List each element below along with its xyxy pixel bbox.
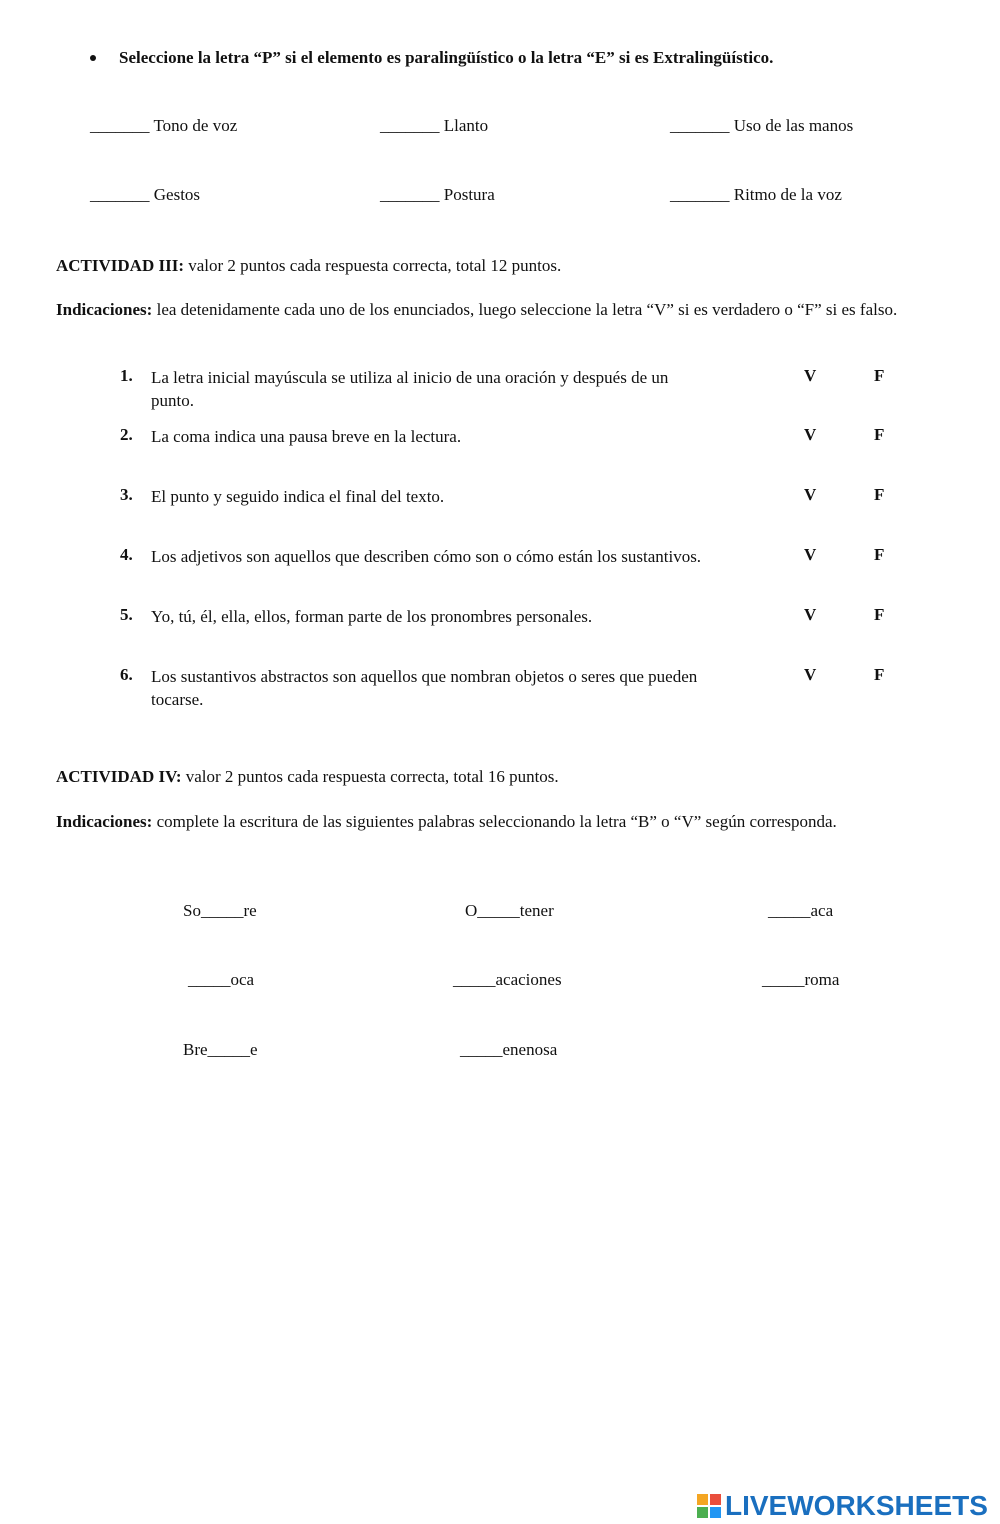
answer-blank[interactable]: _______ [380,116,440,135]
false-option[interactable]: F [874,366,885,385]
question-text: La letra inicial mayúscula se utiliza al inicio de una oración y después de un punto. [151,368,669,410]
word-fill[interactable]: So_____re [183,901,257,920]
false-option[interactable]: F [874,425,885,444]
instructions-label: Indicaciones: [56,812,153,831]
true-option[interactable]: V [804,366,817,385]
word-fill[interactable]: _____roma [762,970,840,989]
item-ritmo-de-la-voz [670,185,842,205]
logo-text: LIVEWORKSHEETS [725,1490,988,1521]
logo-mark-icon [697,1494,721,1518]
instructions-label: Indicaciones: [56,300,153,319]
answer-blank[interactable]: _______ [90,185,150,204]
item-label: Llanto [443,116,489,135]
answer-blank[interactable]: _______ [380,185,440,204]
activity-iv-title: ACTIVIDAD IV: [56,767,182,786]
instructions-text: lea detenidamente cada uno de los enunciados, luego seleccione la letra “V” si es verdadero o “F” si es falso. [152,300,898,319]
word-fill[interactable]: O_____tener [465,901,554,920]
activity-iii-heading [56,256,561,276]
item-llanto [380,116,488,136]
question-number: 6. [120,665,133,684]
answer-blank[interactable]: _______ [670,185,730,204]
word-fill[interactable]: _____acaciones [453,970,562,989]
false-option[interactable]: F [874,605,885,624]
question-text: La coma indica una pausa breve en la lectura. [151,427,462,446]
true-option[interactable]: V [804,545,817,564]
section-instruction: Seleccione la letra “P” si el elemento es paralingüístico o la letra “E” si es Extralingüístico. [119,48,774,67]
question-text: Los sustantivos abstractos son aquellos que nombran objetos o seres que pueden tocarse. [151,667,698,709]
false-option[interactable]: F [874,485,885,504]
activity-iv-instructions [56,809,942,834]
word-fill[interactable]: _____oca [188,970,255,989]
false-option[interactable]: F [874,545,885,564]
word-fill[interactable]: _____aca [768,901,834,920]
item-tono-de-voz [90,116,237,136]
answer-blank[interactable]: _______ [670,116,730,135]
bullet-icon [90,55,96,61]
answer-blank[interactable]: _______ [90,116,150,135]
item-label: Postura [443,185,495,204]
true-option[interactable]: V [804,605,817,624]
question-number: 1. [120,366,133,385]
activity-iii-title: ACTIVIDAD III: [56,256,184,275]
true-option[interactable]: V [804,425,817,444]
question-number: 2. [120,425,133,444]
logo-square-4 [710,1507,721,1518]
question-number: 5. [120,605,133,624]
item-postura [380,185,495,205]
logo-square-2 [710,1494,721,1505]
instructions-text: complete la escritura de las siguientes palabras seleccionando la letra “B” o “V” según corresponda. [152,812,837,831]
word-fill[interactable]: _____enenosa [460,1040,558,1059]
question-text: Los adjetivos son aquellos que describen cómo son o cómo están los sustantivos. [151,547,702,566]
item-label: Uso de las manos [733,116,854,135]
logo-square-3 [697,1507,708,1518]
activity-iv-points: valor 2 puntos cada respuesta correcta, total 16 puntos. [181,767,559,786]
question-text: El punto y seguido indica el final del texto. [151,487,445,506]
item-label: Ritmo de la voz [733,185,842,204]
item-uso-de-las-manos [670,116,853,136]
item-label: Gestos [153,185,201,204]
question-number: 4. [120,545,133,564]
item-gestos [90,185,200,205]
activity-iii-points: valor 2 puntos cada respuesta correcta, total 12 puntos. [184,256,562,275]
false-option[interactable]: F [874,665,885,684]
question-number: 3. [120,485,133,504]
word-fill[interactable]: Bre_____e [183,1040,258,1059]
true-option[interactable]: V [804,665,817,684]
activity-iv-heading [56,767,559,787]
activity-iii-instructions [56,297,942,322]
item-label: Tono de voz [153,116,238,135]
liveworksheets-logo [697,1489,988,1523]
question-text: Yo, tú, él, ella, ellos, forman parte de los pronombres personales. [151,607,593,626]
logo-square-1 [697,1494,708,1505]
true-option[interactable]: V [804,485,817,504]
